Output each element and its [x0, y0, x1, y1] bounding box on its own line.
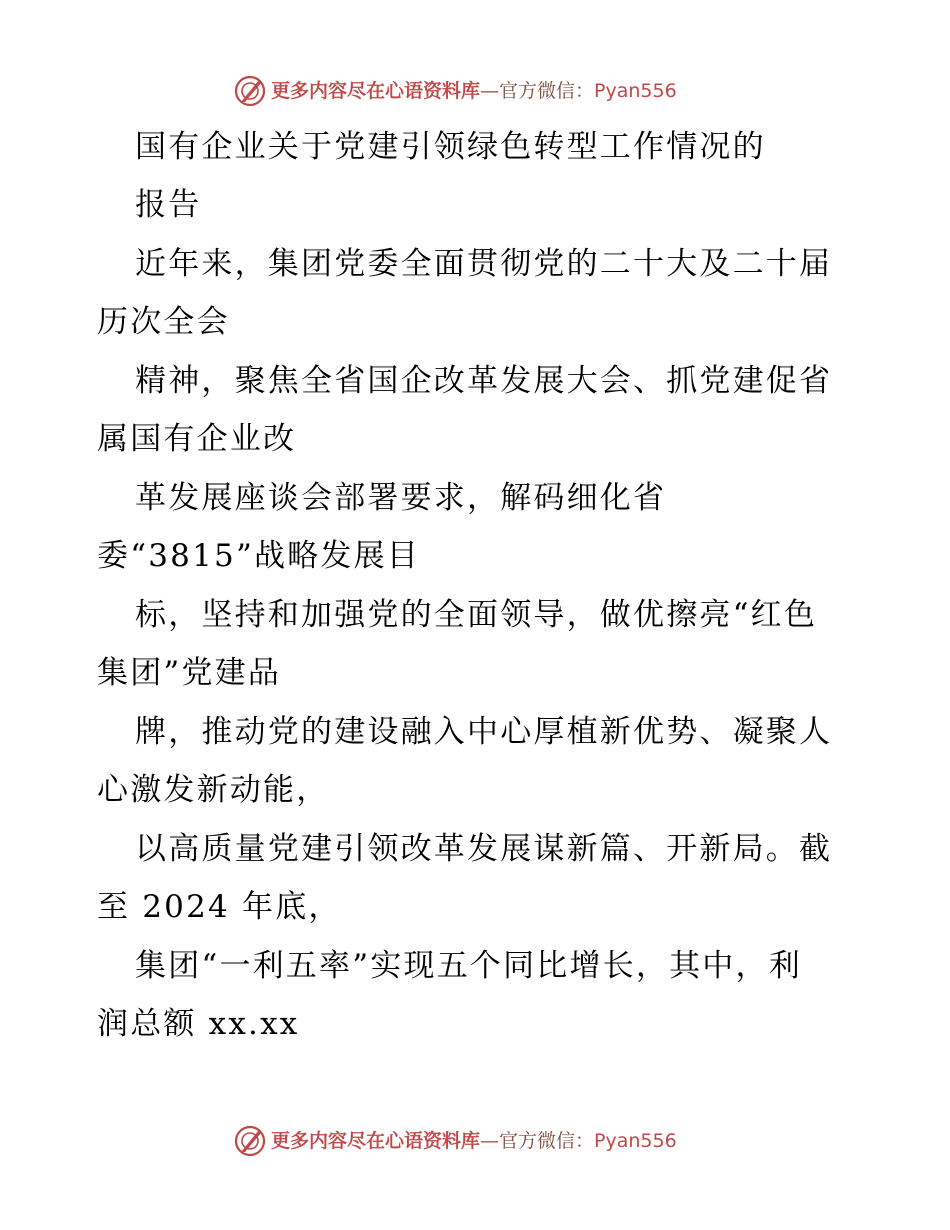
doc-text-line: 标，坚持和加强党的全面领导，做优擦亮“红色 [135, 597, 818, 633]
banner-wechat-id: Pyan556 [594, 80, 677, 102]
footer-banner [0, 1121, 950, 1161]
doc-text-line: 以高质量党建引领改革发展谋新篇、开新局。截 [135, 831, 833, 867]
banner-dash: — [480, 1130, 500, 1152]
banner-site-name: 更多内容尽在心语资料库 [271, 80, 481, 102]
doc-text-line: 牌，推动党的建设融入中心厚植新优势、凝聚人 [135, 714, 833, 750]
quill-logo-icon [233, 1124, 267, 1158]
doc-text-line: 心激发新动能， [97, 772, 330, 808]
banner-text [271, 78, 677, 104]
doc-text-line: 至 2024 年底， [97, 889, 342, 925]
doc-title-line-1: 国有企业关于党建引领绿色转型工作情况的 [135, 129, 766, 165]
banner-dash: — [480, 80, 500, 102]
doc-text-line: 属国有企业改 [97, 421, 297, 457]
banner-wechat-label: 官方微信： [499, 80, 595, 102]
doc-text-line: 集团“一利五率”实现五个同比增长，其中，利 [135, 948, 802, 984]
doc-text-line: 精神，聚焦全省国企改革发展大会、抓党建促省 [135, 363, 833, 399]
doc-text-line: 近年来，集团党委全面贯彻党的二十大及二十届 [135, 246, 833, 282]
banner-text [271, 1128, 677, 1154]
doc-text-line: 委“3815”战略发展目 [97, 538, 420, 574]
header-banner [0, 71, 950, 111]
doc-text-line: 集团”党建品 [97, 655, 282, 691]
doc-text-line: 润总额 xx.xx [97, 1006, 300, 1042]
doc-title-line-2: 报告 [135, 187, 202, 223]
quill-logo-icon [233, 74, 267, 108]
banner-wechat-id: Pyan556 [594, 1130, 677, 1152]
doc-text-line: 历次全会 [97, 304, 230, 340]
banner-wechat-label: 官方微信： [499, 1130, 595, 1152]
doc-text-line: 革发展座谈会部署要求，解码细化省 [135, 480, 667, 516]
banner-site-name: 更多内容尽在心语资料库 [271, 1130, 481, 1152]
